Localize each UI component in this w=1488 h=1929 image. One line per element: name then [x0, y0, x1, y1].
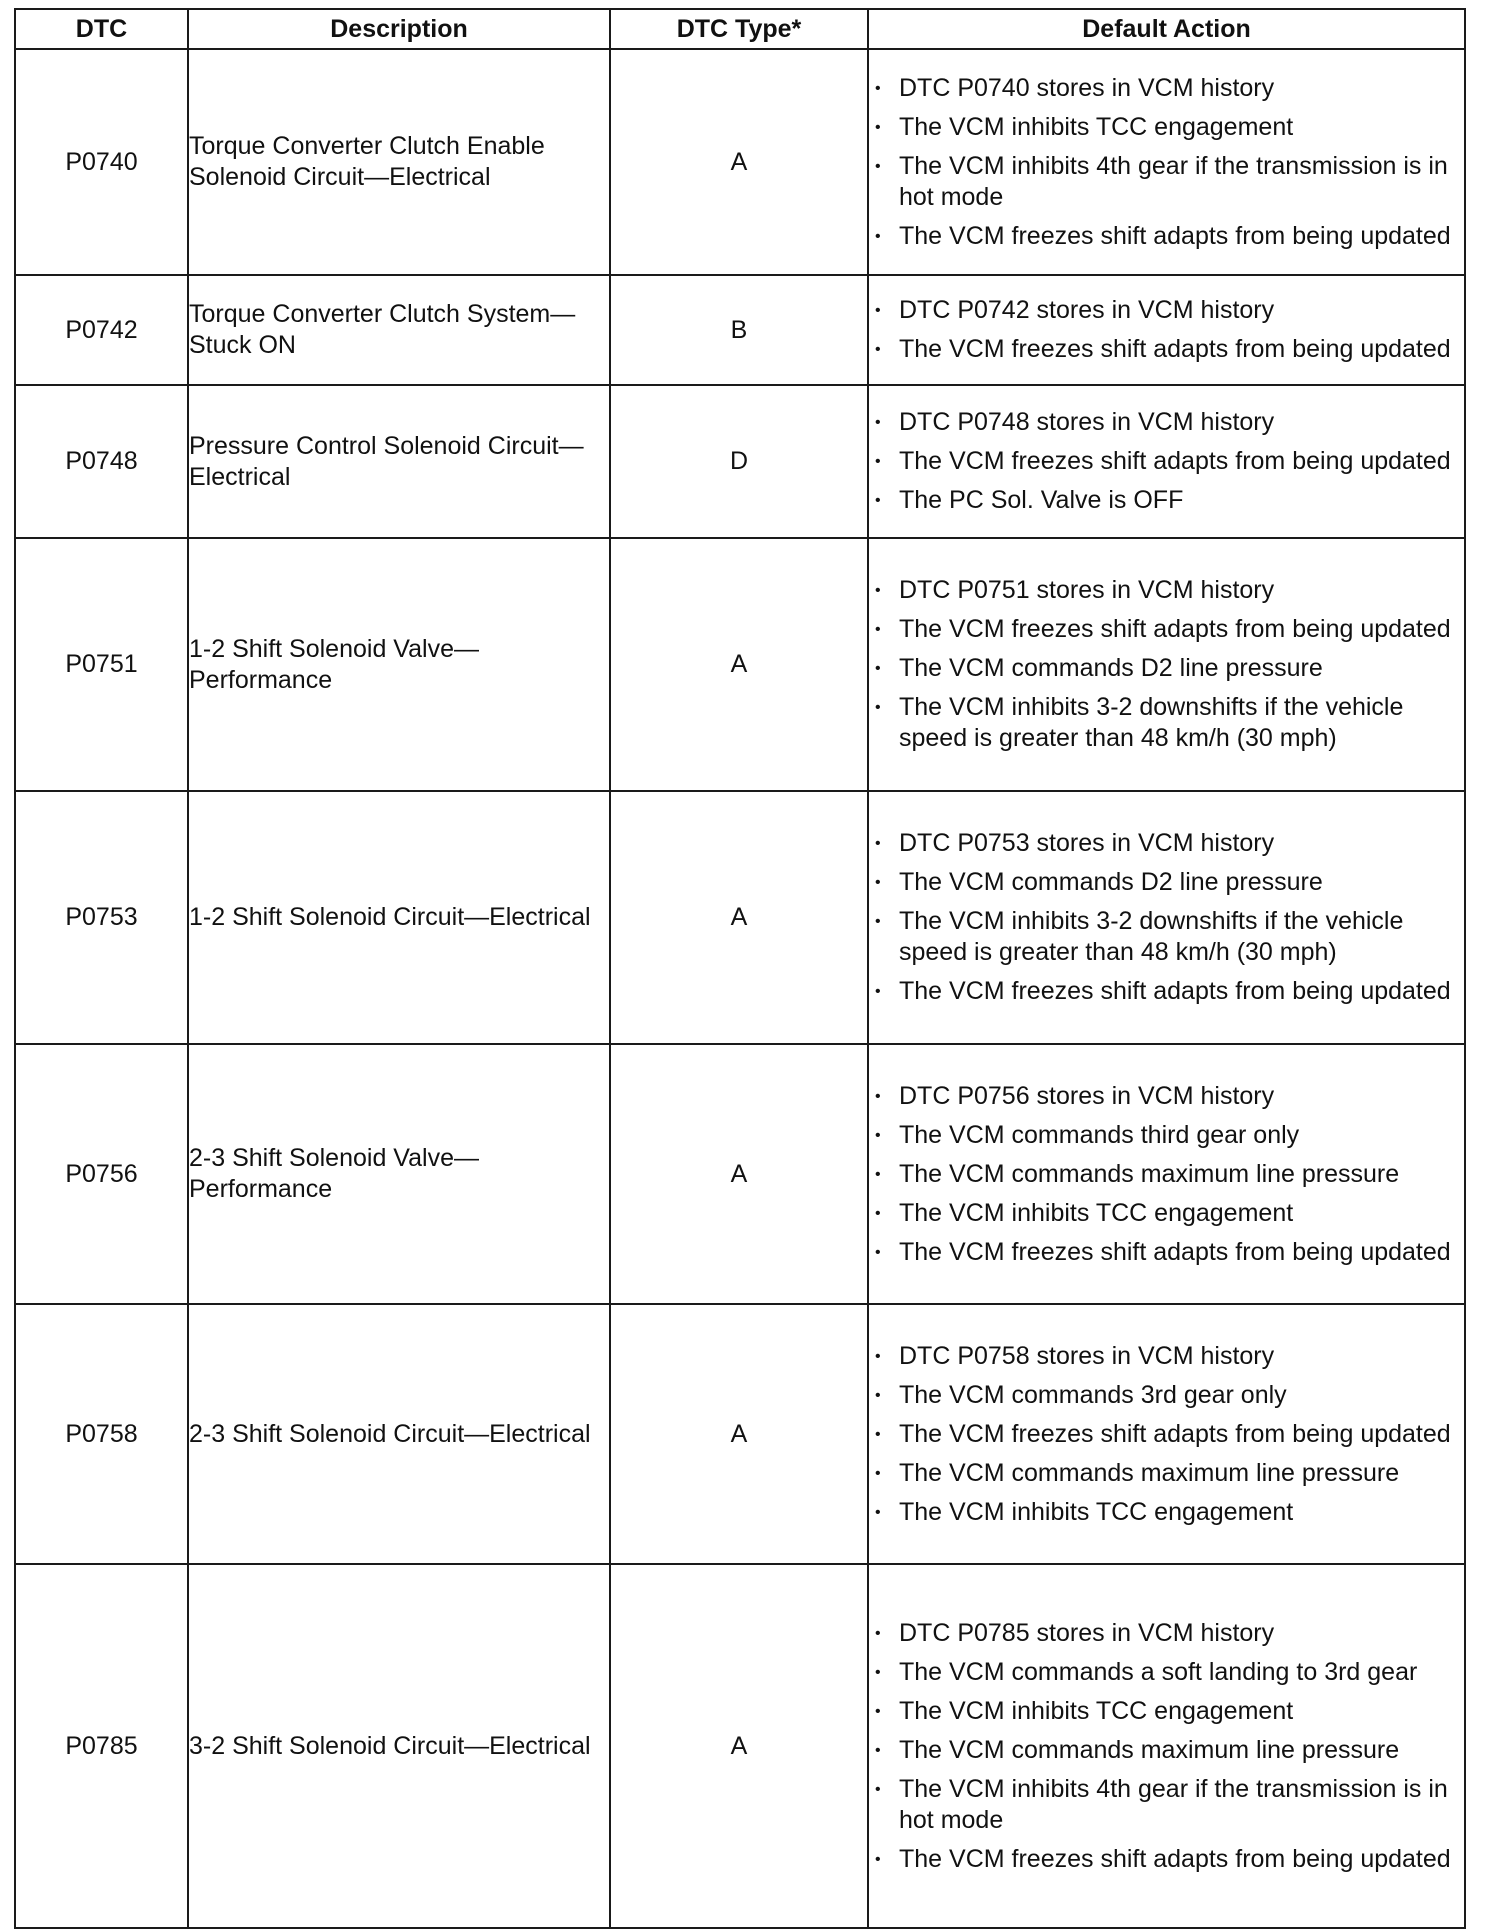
action-item: • The VCM freezes shift adapts from being updated — [869, 334, 1464, 365]
dtc-description: Torque Converter Clutch Enable Solenoid Circuit—Electrical — [188, 49, 610, 275]
action-item: • DTC P0758 stores in VCM history — [869, 1341, 1464, 1372]
dtc-code: P0751 — [15, 538, 188, 791]
header-dtc: DTC — [15, 9, 188, 49]
action-item: • The VCM freezes shift adapts from being updated — [869, 1237, 1464, 1268]
action-item: • DTC P0740 stores in VCM history — [869, 73, 1464, 104]
table-row — [15, 538, 1465, 791]
action-item: • The VCM freezes shift adapts from being updated — [869, 976, 1464, 1007]
dtc-type: A — [610, 1564, 868, 1928]
dtc-description: Pressure Control Solenoid Circuit—Electrical — [188, 385, 610, 538]
action-item: • The VCM freezes shift adapts from being updated — [869, 1419, 1464, 1450]
action-item: • The VCM freezes shift adapts from being updated — [869, 1844, 1464, 1875]
header-row — [15, 9, 1465, 49]
table-row — [15, 1564, 1465, 1928]
default-action-cell — [868, 385, 1465, 538]
action-item: • The VCM inhibits TCC engagement — [869, 1198, 1464, 1229]
dtc-code: P0756 — [15, 1044, 188, 1304]
action-item: • DTC P0756 stores in VCM history — [869, 1081, 1464, 1112]
default-action-cell — [868, 1304, 1465, 1564]
dtc-type: A — [610, 49, 868, 275]
action-item: • The VCM commands D2 line pressure — [869, 653, 1464, 684]
dtc-code: P0785 — [15, 1564, 188, 1928]
action-item: • The VCM inhibits TCC engagement — [869, 1696, 1464, 1727]
action-item: • The VCM commands D2 line pressure — [869, 867, 1464, 898]
dtc-type: A — [610, 538, 868, 791]
action-item: • The PC Sol. Valve is OFF — [869, 485, 1464, 516]
action-list — [869, 1341, 1464, 1528]
table-row — [15, 1044, 1465, 1304]
action-item: • DTC P0742 stores in VCM history — [869, 295, 1464, 326]
table-row — [15, 1304, 1465, 1564]
action-item: • DTC P0751 stores in VCM history — [869, 575, 1464, 606]
table-body — [15, 49, 1465, 1928]
default-action-cell — [868, 1044, 1465, 1304]
table-row — [15, 49, 1465, 275]
action-item: • The VCM freezes shift adapts from being updated — [869, 446, 1464, 477]
table-row — [15, 791, 1465, 1044]
action-item: • The VCM commands a soft landing to 3rd gear — [869, 1657, 1464, 1688]
action-item: • The VCM inhibits TCC engagement — [869, 1497, 1464, 1528]
default-action-cell — [868, 275, 1465, 385]
dtc-type: D — [610, 385, 868, 538]
action-item: • DTC P0748 stores in VCM history — [869, 407, 1464, 438]
action-item: • The VCM inhibits TCC engagement — [869, 112, 1464, 143]
table-row — [15, 385, 1465, 538]
action-item: • The VCM freezes shift adapts from being updated — [869, 221, 1464, 252]
action-list — [869, 73, 1464, 252]
action-list — [869, 1618, 1464, 1875]
dtc-description: 3-2 Shift Solenoid Circuit—Electrical — [188, 1564, 610, 1928]
action-item: • The VCM inhibits 4th gear if the transmission is in hot mode — [869, 151, 1464, 213]
dtc-type: B — [610, 275, 868, 385]
action-item: • The VCM commands third gear only — [869, 1120, 1464, 1151]
header-dtc-type: DTC Type* — [610, 9, 868, 49]
action-list — [869, 1081, 1464, 1268]
header-default-action: Default Action — [868, 9, 1465, 49]
action-item: • The VCM commands 3rd gear only — [869, 1380, 1464, 1411]
dtc-description: Torque Converter Clutch System—Stuck ON — [188, 275, 610, 385]
dtc-description: 1-2 Shift Solenoid Circuit—Electrical — [188, 791, 610, 1044]
action-item: • The VCM inhibits 4th gear if the transmission is in hot mode — [869, 1774, 1464, 1836]
header-description: Description — [188, 9, 610, 49]
action-item: • The VCM freezes shift adapts from being updated — [869, 614, 1464, 645]
dtc-type: A — [610, 1304, 868, 1564]
default-action-cell — [868, 49, 1465, 275]
action-item: • DTC P0753 stores in VCM history — [869, 828, 1464, 859]
dtc-type: A — [610, 791, 868, 1044]
dtc-description: 1-2 Shift Solenoid Valve—Performance — [188, 538, 610, 791]
dtc-code: P0742 — [15, 275, 188, 385]
action-list — [869, 295, 1464, 365]
dtc-code: P0748 — [15, 385, 188, 538]
action-item: • The VCM commands maximum line pressure — [869, 1159, 1464, 1190]
action-item: • DTC P0785 stores in VCM history — [869, 1618, 1464, 1649]
action-item: • The VCM commands maximum line pressure — [869, 1735, 1464, 1766]
action-list — [869, 407, 1464, 516]
default-action-cell — [868, 538, 1465, 791]
dtc-type: A — [610, 1044, 868, 1304]
dtc-table — [14, 8, 1466, 1929]
default-action-cell — [868, 791, 1465, 1044]
dtc-code: P0740 — [15, 49, 188, 275]
dtc-code: P0758 — [15, 1304, 188, 1564]
action-item: • The VCM inhibits 3-2 downshifts if the vehicle speed is greater than 48 km/h (30 mph) — [869, 692, 1464, 754]
action-item: • The VCM inhibits 3-2 downshifts if the vehicle speed is greater than 48 km/h (30 mph) — [869, 906, 1464, 968]
dtc-description: 2-3 Shift Solenoid Circuit—Electrical — [188, 1304, 610, 1564]
dtc-description: 2-3 Shift Solenoid Valve—Performance — [188, 1044, 610, 1304]
document-page — [14, 8, 1464, 1929]
table-row — [15, 275, 1465, 385]
default-action-cell — [868, 1564, 1465, 1928]
action-list — [869, 575, 1464, 754]
action-item: • The VCM commands maximum line pressure — [869, 1458, 1464, 1489]
action-list — [869, 828, 1464, 1007]
dtc-code: P0753 — [15, 791, 188, 1044]
